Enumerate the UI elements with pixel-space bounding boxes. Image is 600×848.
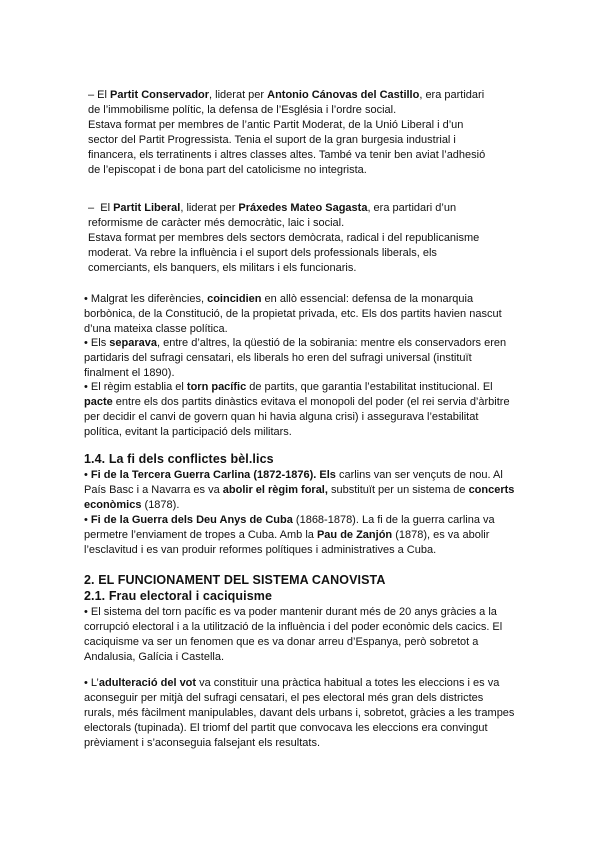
electoral-corruption-bullet: • El sistema del torn pacífic es va poder mantenir durant més de 20 anys gràcies a la corrupció electoral i a la utilització de la influència i del poder econòmic dels cacics. El caciquisme va ser un fenomen que es va donar arreu d’Espanya, però sobretot a Andalusia, Galícia i Castella.: [84, 606, 503, 663]
conservative-party-paragraph: – El Partit Conservador, liderat per Antonio Cánovas del Castillo, era partidari de l’immobilisme polític, la defensa de l’Església i l’ordre social. Estava format per membres de l’antic Partit Moderat, de la Unió Liberal i d’un sector del Partit Progressista. Tenia el suport de la gran burgesia industrial i financera, els terratinents i altres classes altes. També va tenir ben aviat l’adhesió de l’episcopat i de bona part del catolicisme no integrista.: [88, 89, 486, 176]
vote-adulteration-bullet: • L’adulteració del vot va constituir una pràctica habitual a totes les eleccions i es va aconseguir per mitjà del sufragi censatari, el pes electoral més gran dels districtes rurals, més fàcilment manipulables, davant dels urbans i, sobretot, gràcies a les trampes electorals (tupinada). El triomf del partit que convocava les eleccions era convingut prèviament i s’aconseguia falsejant els resultats.: [84, 677, 515, 749]
differences-bullet: • Els separava, entre d’altres, la qüestió de la sobirania: mentre els conservadors eren partidaris del sufragi censatari, els liberals ho eren del sufragi universal (instituït finalment el 1890).: [84, 337, 507, 379]
common-ground-bullet: • Malgrat les diferències, coincidien en allò essencial: defensa de la monarquia borbònica, de la Constitució, de la propietat privada, etc. Els dos partits havien nascut d’una mateixa classe política.: [84, 293, 502, 335]
liberal-party-paragraph: – El Partit Liberal, liderat per Práxedes Mateo Sagasta, era partidari d’un reformisme de caràcter més democràtic, laic i social. Estava format per membres dels sectors demòcrata, radical i del republicanisme moderat. Va rebre la influència i el suport dels professionals liberals, els comerciants, els banquers, els militars i els funcionaris.: [88, 202, 480, 274]
section-heading-2-1: 2.1. Frau electoral i caciquisme: [84, 589, 273, 603]
carlist-war-bullet: • Fi de la Tercera Guerra Carlina (1872-1876). Els carlins van ser vençuts de nou. Al País Basc i a Navarra es va abolir el règim foral, substituït per un sistema de concerts econòmics (1878).: [84, 469, 515, 511]
section-heading-1-4: 1.4. La fi dels conflictes bèl.lics: [84, 452, 274, 466]
cuba-war-bullet: • Fi de la Guerra dels Deu Anys de Cuba (1868-1878). La fi de la guerra carlina va permetre l’enviament de tropes a Cuba. Amb la Pau de Zanjón (1878), es va abolir l’esclavitud i es van produir reformes polítiques i administratives a Cuba.: [84, 514, 495, 556]
section-heading-2: 2. EL FUNCIONAMENT DEL SISTEMA CANOVISTA: [84, 573, 386, 587]
peaceful-turn-bullet: • El règim establia el torn pacífic de partits, que garantia l’estabilitat institucional. El pacte entre els dos partits dinàstics evitava el monopoli del poder (el rei servia d’àrbitre per decidir el canvi de govern quan hi havia alguna crisi) i assegurava l’estabilitat política, evitant la participació dels militars.: [84, 381, 510, 438]
